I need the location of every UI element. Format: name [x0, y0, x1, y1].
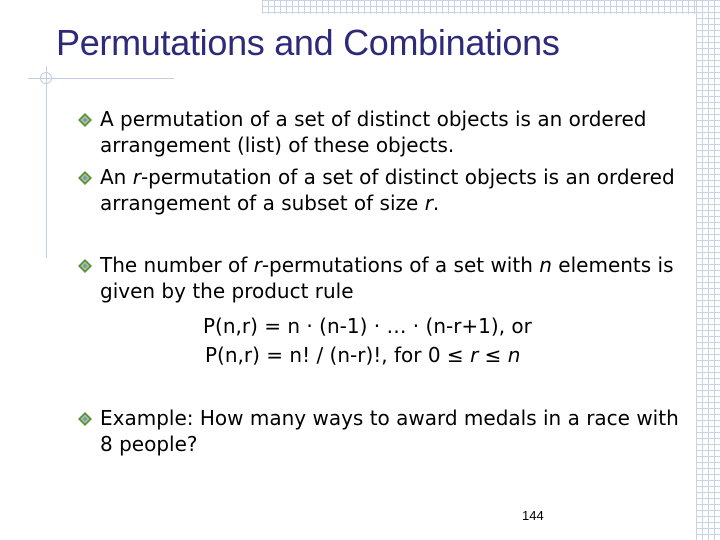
decorative-grid-right	[696, 0, 720, 540]
text-segment: -permutations of a set with	[261, 253, 540, 277]
bullet-number-of-permutations	[72, 252, 682, 304]
diamond-bullet-icon	[78, 171, 92, 185]
bullet-r-permutation-definition	[72, 164, 682, 216]
formula-factorial	[205, 342, 520, 368]
variable-r: r	[470, 343, 479, 367]
bullet-text: A permutation of a set of distinct objects is an ordered arrangement (list) of these objects.	[100, 107, 647, 157]
text-segment: elements is given by the product rule	[100, 253, 674, 303]
text-segment: An	[100, 165, 133, 189]
variable-r: r	[253, 253, 262, 277]
variable-n: n	[539, 253, 552, 277]
slide-title: Permutations and Combinations	[56, 22, 560, 63]
diamond-bullet-icon	[78, 113, 92, 127]
text-segment: ≤	[478, 343, 508, 367]
decorative-vertical-line	[46, 66, 47, 258]
decorative-grid-top	[262, 0, 720, 14]
text-segment: The number of	[100, 253, 254, 277]
text-segment: .	[432, 191, 440, 215]
text-segment: P(n,r) = n! / (n-r)!, for 0 ≤	[205, 343, 471, 367]
bullet-text	[100, 252, 682, 304]
variable-n: n	[507, 343, 521, 367]
bullet-text: Example: How many ways to award medals in a race with 8 people?	[100, 406, 679, 456]
decorative-circle	[40, 72, 52, 84]
variable-r: r	[132, 165, 141, 189]
bullet-text	[100, 164, 682, 216]
bullet-permutation-definition	[72, 106, 682, 158]
page-number: 144	[522, 508, 544, 523]
bullet-example	[72, 405, 682, 457]
formula-product-rule: P(n,r) = n · (n-1) · … · (n-r+1), or	[203, 314, 532, 338]
diamond-bullet-icon	[78, 412, 92, 426]
diamond-bullet-icon	[78, 259, 92, 273]
variable-r: r	[424, 191, 433, 215]
text-segment: -permutation of a set of distinct objects is an ordered arrangement of a subset of size	[100, 165, 675, 215]
